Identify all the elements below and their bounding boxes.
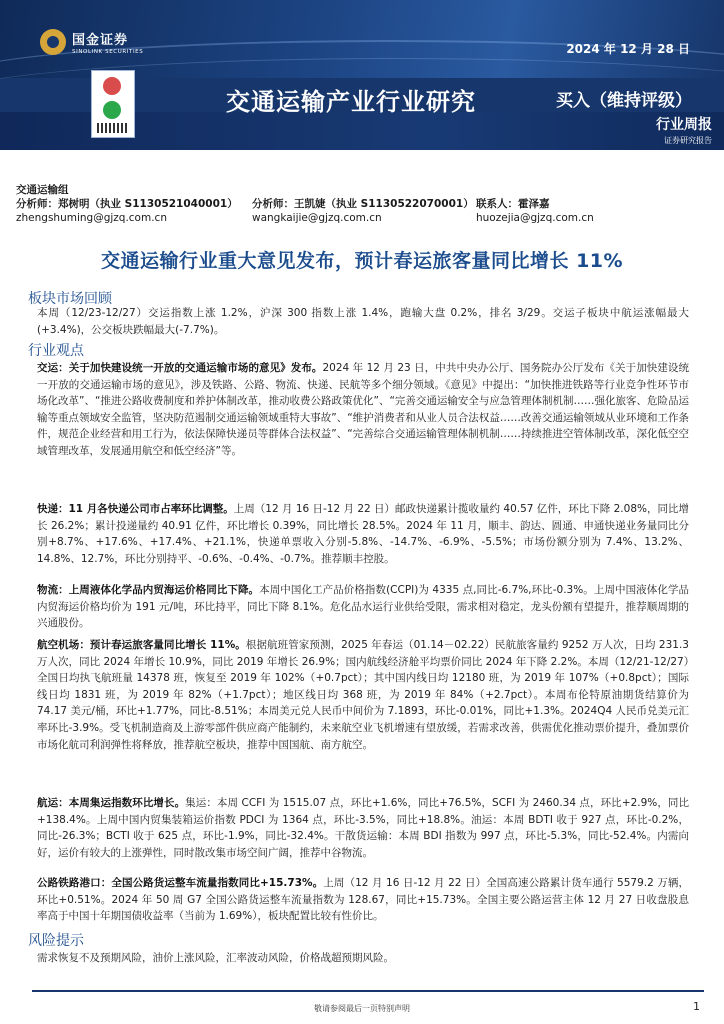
paragraph-express-body: 上周（12 月 16 日-12 月 22 日）邮政快递累计揽收量约 40.57 亿件，环比下降 2.08%，同比增长 26.2%；累计投递量约 40.91 亿件，环比增长 0.39%，同比增长 28.5%。2024 年 11 月，顺丰、韵达、圆通、申通快递业务量同比分别+8.7%、+17.6%、+17.4%、+21.1%，快递单票收入分别-5.8%、-14.7%、-6.9%、-5.5%；市场份额分别为 7.4%、13.2%、14.8%、12.7%，环比分别持平、-0.6%、-0.4%、-0.7%。推荐顺丰控股。 [37,503,689,565]
paragraph-logistics [37,582,689,632]
report-header [0,0,724,150]
wechat-icon [103,101,121,119]
main-title: 交通运输行业重大意见发布，预计春运旅客量同比增长 11% [100,250,624,272]
paragraph-shipping [37,795,689,861]
section-industry-view: 行业观点 [28,343,84,359]
report-subtype: 证券研究报告 [664,136,712,145]
analyst-info [16,183,716,225]
report-date: 2024 年 12 月 28 日 [566,42,690,56]
paragraph-express-lead: 快递：11 月各快递公司市占率环比调整。 [37,503,234,515]
logo-cn: 国金证券 [72,33,129,48]
analyst-2: 分析师：王凯婕（执业 S1130522070001） [252,198,474,210]
paragraph-logistics-lead: 物流：上周液体化学品内贸海运价格同比下降。 [37,584,260,596]
page-number: 1 [693,1000,700,1013]
paragraph-transport-lead: 交运：关于加快建设统一开放的交通运输市场的意见》发布。 [37,362,323,374]
analyst-1: 分析师：郑树明（执业 S1130521040001） [16,198,238,210]
qr-code-icon [91,70,135,138]
analyst-group: 交通运输组 [16,184,69,196]
paragraph-risk: 需求恢复不及预期风险，油价上涨风险，汇率波动风险，价格战超预期风险。 [37,952,394,964]
analyst-1-email[interactable]: zhengshuming@gjzq.com.cn [16,212,167,224]
contact: 联系人：霍泽嘉 [476,198,550,210]
logo-icon [40,29,66,55]
paragraph-aviation-body: 根据航班管家预测，2025 年春运（01.14－02.22）民航旅客量约 9252 万人次，日均 231.3 万人次，同比 2024 年增长 10.9%，同比 2019 年增长 26.9%；国内航线经济舱平均票价同比 2024 年下降 2.2%。本周（12/21-12/27）全国日均执飞航班量 14378 班，恢复至 2019 年 102%（+0.7pct）；其中国内线日均 12180 班，为 2019 年 107%（+0.8pct）；国际线日均 1831 班，为 2019 年 82%（+1.7pct）；地区线日均 368 班，为 2019 年 84%（+2.7pct）。本周布伦特原油期货结算价为 74.17 美元/桶，环比+1.77%，同比-8.51%；本周美元兑人民币中间价为 7.1893，环比-0.01%，同比+1.3%。2024Q4 人民币兑美元汇率环比-3.9%。受飞机制造商及上游零部件供应商产能制约，未来航空业飞机增速有望放缓，若需求改善，供需优化推动票价提升，叠加票价市场化航司利润弹性将释放，推荐航空板块，推荐中国国航、南方航空。 [37,639,689,751]
paragraph-market: 本周（12/23-12/27）交运指数上涨 1.2%，沪深 300 指数上涨 1.4%，跑输大盘 0.2%，排名 3/29。交运子板块中航运涨幅最大(+3.4%)，公交板块跌幅最大(-7.7%)。 [37,307,689,336]
paragraph-highway-lead: 公路铁路港口：全国公路货运整车流量指数同比+15.73%。 [37,877,324,889]
paragraph-highway-body: 上周（12 月 16 日-12 月 22 日）全国高速公路累计货车通行 5579.2 万辆，环比+0.51%。2024 年 50 周 G7 全国公路货运整车流量指数为 128.67，同比+15.73%。全国主要公路运营主体 12 月 27 日收盘股息率高于中国十年期国债收益率（当前为 1.69%），板块配置比较有性价比。 [37,877,689,923]
paragraph-shipping-body: 集运：本周 CCFI 为 1515.07 点，环比+1.6%，同比+76.5%，SCFI 为 2460.34 点，环比+2.9%，同比+138.4%。上周中国内贸集装箱运价指数 PDCI 为 1364 点，环比-3.5%，同比+18.8%。油运：本周 BDTI 收于 927 点，环比-0.2%，同比-26.3%；BCTI 收于 625 点，环比-1.9%，同比-32.4%。干散货运输：本周 BDI 指数为 997 点，环比-5.3%，同比-52.4%。内需向好，运价有较大的上涨弹性，同时散改集市场空间广阔，推荐中谷物流。 [37,797,689,859]
footer-disclaimer[interactable]: 敬请参阅最后一页特别声明 [314,1004,410,1013]
report-title: 交通运输产业行业研究 [226,88,476,116]
paragraph-transport-body: 2024 年 12 月 23 日，中共中央办公厅、国务院办公厅发布《关于加快建设统一开放的交通运输市场的意见》，涉及铁路、公路、物流、快递、民航等多个细分领域。《意见》中提出：“加快推进铁路等行业竞争性环节市场化改革”、“推进公路收费制度和养护体制改革，推动收费公路政策优化”、“完善交通运输安全与应急管理体制机制……强化旅客、危险品运输等重点领域安全监管，坚决防范遏制交通运输领域重特大事故”、“维护消费者和从业人员合法权益……改善交通运输领域从业环境和工作条件，规范企业经营和用工行为，依法保障快递员等群体合法权益”、“完善综合交通运输管理体制机制……持续推进空管体制改革，深化低空空域管理改革，发展通用航空和低空经济”等。 [37,362,689,457]
analyst-2-email[interactable]: wangkaijie@gjzq.com.cn [252,212,382,224]
paragraph-aviation-lead: 航空机场：预计春运旅客量同比增长 11%。 [37,639,246,651]
contact-email[interactable]: huozejia@gjzq.com.cn [476,212,594,224]
section-market-review: 板块市场回顾 [28,291,112,307]
qr-pattern [97,123,127,133]
qr-badge-icon [103,77,121,95]
logo-en: SINOLINK SECURITIES [72,49,144,55]
footer-divider [32,990,704,992]
section-risk: 风险提示 [28,933,84,949]
paragraph-transport [37,360,689,460]
paragraph-aviation [37,637,689,753]
paragraph-shipping-lead: 航运：本周集运指数环比增长。 [37,797,186,809]
rating: 买入（维持评级） [556,91,692,111]
paragraph-highway [37,875,689,925]
paragraph-logistics-body: 本周中国化工产品价格指数(CCPI)为 4335 点,同比-6.7%,环比-0.3%。上周中国液体化学品内贸海运价格均价为 191 元/吨，环比持平，同比下降 8.1%。危化品水运行业供给受限，需求相对稳定，龙头份额有望提升，推荐顺周期的兴通股份。 [37,584,689,630]
paragraph-express [37,501,689,567]
report-type: 行业周报 [656,117,712,133]
company-logo [40,29,143,55]
